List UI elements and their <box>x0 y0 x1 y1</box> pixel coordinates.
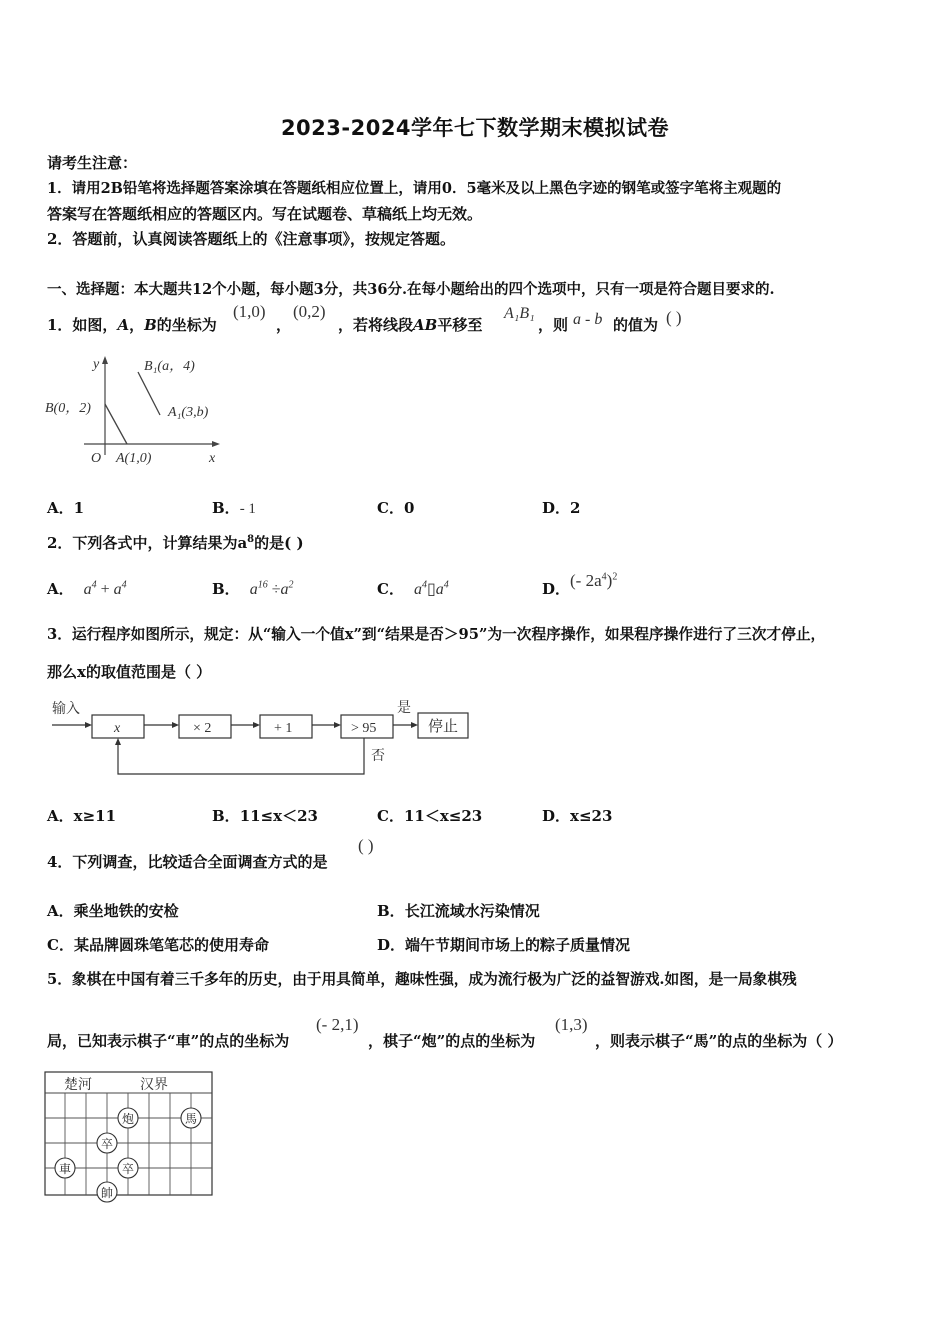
arrow-1-head <box>172 722 179 728</box>
q1-text-3: ，若将线段 <box>338 316 414 334</box>
q1-segment-a1b1: A₁B₁ <box>504 305 535 322</box>
exponent: 4 <box>421 579 427 591</box>
q4-option-a[interactable] <box>47 900 179 921</box>
option-value: 2 <box>570 499 581 517</box>
q5-chessboard <box>44 1070 216 1204</box>
page-title: 2023-2024学年七下数学期末模拟试卷 <box>280 116 670 140</box>
q2-stem-exp: 8 <box>247 534 255 545</box>
base: a <box>280 581 289 598</box>
notice-item1-line2: 答案写在答题纸相应的答题区内。写在试题卷、草稿纸上均无效。 <box>47 205 483 223</box>
q1-option-d[interactable] <box>542 497 580 518</box>
option-label: A． <box>47 807 74 825</box>
piece-pao <box>118 1108 138 1128</box>
piece-ma <box>181 1108 201 1128</box>
origin-label: O <box>91 451 102 466</box>
y-axis-arrow <box>102 356 108 364</box>
loop-back-line <box>118 738 364 774</box>
option-value: 长江流域水污染情况 <box>404 902 540 920</box>
q5-stem-line2a: 局，已知表示棋子“車”的点的坐标为 <box>47 1032 290 1050</box>
arrow-yes-head <box>411 722 418 728</box>
q5-stem-line2b: ，棋子“炮”的点的坐标为 <box>368 1032 536 1050</box>
q5-stem-line2c: ，则表示棋子“馬”的点的坐标为（ ） <box>595 1032 843 1050</box>
base: a <box>435 581 444 598</box>
point-a-label: A(1,0) <box>116 451 152 466</box>
q3-option-b[interactable] <box>212 805 318 826</box>
q2-option-c[interactable] <box>377 578 449 599</box>
exponent: 4 <box>91 579 97 591</box>
option-value: 11≤x＜23 <box>239 807 318 825</box>
q3-option-d[interactable] <box>542 805 612 826</box>
option-label: B． <box>212 807 240 825</box>
q2-option-b[interactable] <box>212 578 293 599</box>
base: a <box>83 581 92 598</box>
option-value: 某品牌圆珠笔笔芯的使用寿命 <box>73 936 269 954</box>
piece-ma-label: 馬 <box>184 1112 198 1126</box>
option-label: C． <box>377 499 404 517</box>
q1-point-a: A <box>117 316 130 334</box>
q1-option-c[interactable] <box>377 497 414 518</box>
option-label: C． <box>377 580 404 598</box>
box-x-label: x <box>114 721 121 736</box>
x-axis-arrow <box>212 441 220 447</box>
option-value: 0 <box>403 499 415 517</box>
section1-heading: 一、选择题：本大题共12个小题，每小题3分，共36分.在每小题给出的四个选项中，只有一项是符合题目要求的. <box>47 281 775 298</box>
exponent: 16 <box>257 579 268 591</box>
q2-stem <box>47 532 304 553</box>
q1-sep: ， <box>129 316 145 334</box>
piece-shuai-label: 帥 <box>100 1186 114 1200</box>
y-axis-label: y <box>93 357 100 372</box>
arrow-2-head <box>253 722 260 728</box>
option-label: D． <box>542 499 571 517</box>
q2-stem-a: 2．下列各式中，计算结果为a <box>47 534 248 552</box>
q1-stem <box>47 314 217 335</box>
piece-zu-1-label: 卒 <box>100 1137 114 1151</box>
q1-text-4: 平移至 <box>437 316 483 334</box>
option-label: A． <box>47 580 74 598</box>
base: a <box>249 581 258 598</box>
piece-zu-1 <box>97 1133 117 1153</box>
operator: ▯ <box>426 581 436 598</box>
piece-pao-label: 炮 <box>121 1112 135 1126</box>
q4-option-b[interactable] <box>377 900 540 921</box>
x-axis-label: x <box>209 451 216 466</box>
q1-text-6: 的值为 <box>613 316 659 334</box>
option-value: x≤23 <box>570 807 613 825</box>
q4-option-c[interactable] <box>47 934 269 955</box>
input-arrow-head <box>85 722 92 728</box>
option-value: 端午节期间市场上的粽子质量情况 <box>405 936 631 954</box>
q3-flowchart <box>48 695 478 780</box>
q1-coordinate-figure <box>44 352 234 470</box>
q1-text-1: 1．如图， <box>47 316 118 334</box>
option-value: x≥11 <box>73 807 117 825</box>
base: a <box>113 581 122 598</box>
exponent: 4 <box>121 579 127 591</box>
exponent: 2 <box>612 571 618 583</box>
point-b-label: B(0，2) <box>45 401 91 416</box>
q2-stem-b: 的是( ) <box>254 534 304 552</box>
q1-coord-a: (1,0) <box>233 302 266 321</box>
option-label: D． <box>542 807 571 825</box>
option-value: 11＜x≤23 <box>403 807 483 825</box>
option-label: B． <box>212 499 240 517</box>
box-plus1-label: + 1 <box>274 721 293 736</box>
q5-coord-ju: (- 2,1) <box>316 1015 359 1034</box>
base: a <box>413 581 422 598</box>
option-label: A． <box>47 902 74 920</box>
q3-stem-line1: 3．运行程序如图所示，规定：从“输入一个值x”到“结果是否＞95”为一次程序操作，如果程序操作进行了三次才停止， <box>47 626 826 643</box>
piece-zu-2 <box>118 1158 138 1178</box>
q1-option-b[interactable] <box>212 497 256 518</box>
option-label: C． <box>47 936 74 954</box>
notice-item1-line1: 1．请用2B铅笔将选择题答案涂填在答题纸相应位置上，请用0．5毫米及以上黑色字迹的钢笔或签字笔将主观题的 <box>47 180 782 197</box>
operator: + <box>96 581 114 598</box>
q1-text-2: 的坐标为 <box>156 316 217 334</box>
q1-point-b: B <box>144 316 157 334</box>
box-times2-label: × 2 <box>193 721 212 736</box>
chu-river-label: 楚河 <box>64 1078 92 1093</box>
q1-text-5: ，则 <box>538 316 569 334</box>
option-label: B． <box>377 902 405 920</box>
flow-no-label: 否 <box>371 749 385 764</box>
q1-answer-paren: ( ) <box>666 308 682 327</box>
piece-ju <box>55 1158 75 1178</box>
q4-option-d[interactable] <box>377 934 630 955</box>
segment-ab <box>105 404 127 444</box>
q4-stem: 4．下列调查，比较适合全面调查方式的是 <box>47 853 328 871</box>
q4-answer-paren: ( ) <box>358 836 374 855</box>
flow-yes-label: 是 <box>397 701 411 716</box>
q3-stem-line2: 那么x的取值范围是（ ） <box>47 663 212 681</box>
option-value: 1 <box>73 499 85 517</box>
notice-heading: 请考生注意： <box>47 154 138 172</box>
q1-segment-ab: AB <box>413 316 438 334</box>
expression: (- 2a <box>570 571 602 590</box>
q3-option-c[interactable] <box>377 805 482 826</box>
q1-option-a[interactable] <box>47 497 84 518</box>
point-a1-label: A₁(3,b) <box>168 405 209 420</box>
option-value: - 1 <box>239 501 256 517</box>
option-label: B． <box>212 580 240 598</box>
point-b1-label: B₁(a，4) <box>144 359 195 374</box>
box-stop-label: 停止 <box>428 719 459 735</box>
q5-coord-pao: (1,3) <box>555 1015 588 1034</box>
exponent: 4 <box>601 571 607 583</box>
exponent: 2 <box>288 579 294 591</box>
option-label: C． <box>377 807 404 825</box>
flow-input-label: 输入 <box>52 702 80 717</box>
exponent: 4 <box>443 579 449 591</box>
option-value: 乘坐地铁的安检 <box>73 902 179 920</box>
arrow-3-head <box>334 722 341 728</box>
q2-option-d[interactable] <box>542 571 618 599</box>
piece-ju-label: 車 <box>58 1162 72 1176</box>
notice-item2: 2．答题前，认真阅读答题纸上的《注意事项》，按规定答题。 <box>47 230 455 248</box>
q1-stem-2 <box>338 314 482 335</box>
q5-stem-line1: 5．象棋在中国有着三千多年的历史，由于用具简单，趣味性强，成为流行极为广泛的益智游戏.如图，是一局象棋残 <box>47 971 797 988</box>
option-label: D． <box>542 580 571 598</box>
close-paren: ) <box>606 571 613 590</box>
han-border-label: 汉界 <box>140 1078 168 1093</box>
option-label: A． <box>47 499 74 517</box>
q1-expression: a - b <box>573 311 603 328</box>
q3-option-a[interactable] <box>47 805 116 826</box>
loop-back-arrow-head <box>115 738 121 745</box>
piece-shuai <box>97 1182 117 1202</box>
operator: ÷ <box>267 581 281 598</box>
piece-zu-2-label: 卒 <box>121 1162 135 1176</box>
q1-coord-b: (0,2) <box>293 302 326 321</box>
box-gt95-label: > 95 <box>351 721 377 736</box>
q2-option-a[interactable] <box>47 578 127 599</box>
q1-comma: ， <box>276 316 292 334</box>
option-label: D． <box>377 936 406 954</box>
segment-a1b1 <box>138 372 160 415</box>
